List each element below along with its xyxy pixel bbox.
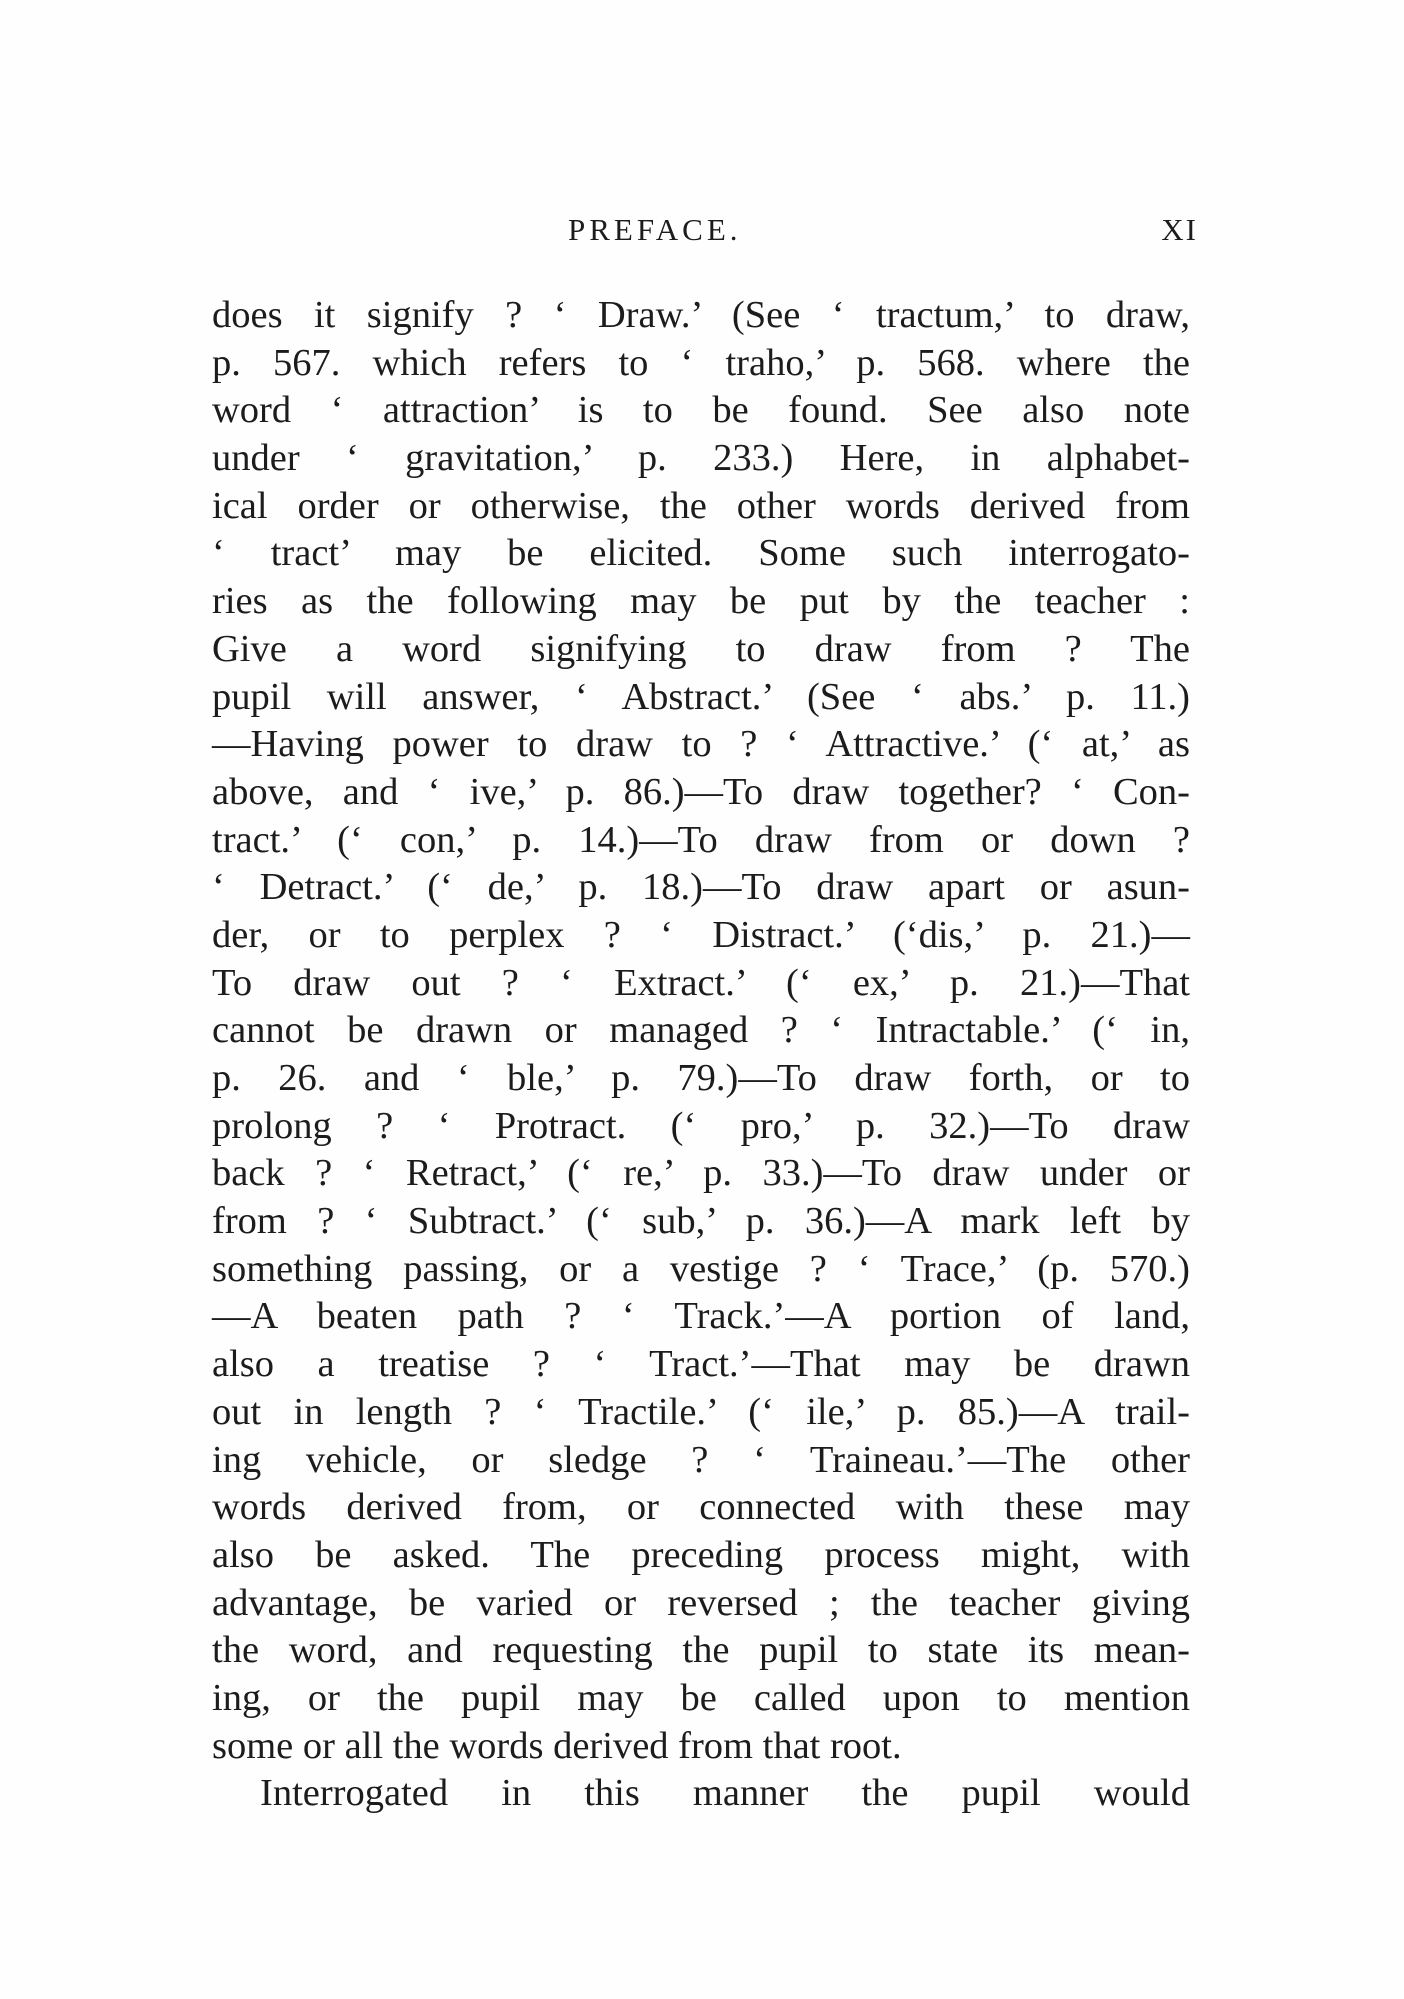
text-line: words derived from, or connected with these may: [212, 1486, 1190, 1529]
text-line: under ‘ gravitation,’ p. 233.) Here, in alphabet-: [212, 437, 1190, 480]
text-line: does it signify ? ‘ Draw.’ (See ‘ tractum,’ to draw,: [212, 294, 1190, 336]
text-line: pupil will answer, ‘ Abstract.’ (See ‘ abs.’ p. 11.): [212, 675, 1190, 718]
running-head: [208, 210, 1208, 250]
running-head-title: PREFACE.: [568, 212, 742, 247]
text-line: prolong ? ‘ Protract. (‘ pro,’ p. 32.)—To draw: [212, 1104, 1190, 1147]
text-line: back ? ‘ Retract,’ (‘ re,’ p. 33.)—To draw under or: [212, 1152, 1190, 1195]
text-line: also a treatise ? ‘ Tract.’—That may be drawn: [212, 1343, 1190, 1386]
text-line: ‘ Detract.’ (‘ de,’ p. 18.)—To draw apart or asun-: [212, 866, 1190, 909]
text-line: word ‘ attraction’ is to be found. See also note: [212, 389, 1190, 432]
text-line: Give a word signifying to draw from ? The: [212, 627, 1190, 670]
text-line: ical order or otherwise, the other words derived from: [212, 484, 1190, 527]
text-line: ing, or the pupil may be called upon to mention: [212, 1676, 1190, 1719]
text-line: ries as the following may be put by the teacher :: [212, 580, 1190, 623]
text-line: —Having power to draw to ? ‘ Attractive.’ (‘ at,’ as: [212, 723, 1190, 766]
text-line: ‘ tract’ may be elicited. Some such interrogato-: [212, 532, 1190, 575]
text-line: out in length ? ‘ Tractile.’ (‘ ile,’ p. 85.)—A trail-: [212, 1390, 1190, 1433]
text-line: To draw out ? ‘ Extract.’ (‘ ex,’ p. 21.)—That: [212, 961, 1190, 1004]
body-text: [212, 292, 1190, 1818]
text-line: p. 26. and ‘ ble,’ p. 79.)—To draw forth, or to: [212, 1057, 1190, 1099]
text-line: something passing, or a vestige ? ‘ Trace,’ (p. 570.): [212, 1247, 1190, 1290]
text-line: tract.’ (‘ con,’ p. 14.)—To draw from or down ?: [212, 818, 1190, 861]
text-line: from ? ‘ Subtract.’ (‘ sub,’ p. 36.)—A mark left by: [212, 1200, 1190, 1243]
text-line: above, and ‘ ive,’ p. 86.)—To draw together? ‘ Con-: [212, 770, 1190, 813]
text-line: some or all the words derived from that root.: [212, 1724, 902, 1767]
text-line: also be asked. The preceding process might, with: [212, 1533, 1190, 1576]
text-line: cannot be drawn or managed ? ‘ Intractable.’ (‘ in,: [212, 1009, 1190, 1052]
text-line: —A beaten path ? ‘ Track.’—A portion of land,: [212, 1295, 1190, 1338]
text-line: der, or to perplex ? ‘ Distract.’ (‘dis,’ p. 21.)—: [212, 913, 1190, 956]
text-line: advantage, be varied or reversed ; the teacher giving: [212, 1581, 1190, 1624]
page-number: XI: [1161, 212, 1198, 247]
text-line: the word, and requesting the pupil to state its mean-: [212, 1629, 1190, 1672]
text-line: ing vehicle, or sledge ? ‘ Traineau.’—The other: [212, 1438, 1190, 1481]
text-line: Interrogated in this manner the pupil would: [260, 1772, 1190, 1815]
text-line: p. 567. which refers to ‘ traho,’ p. 568. where the: [212, 341, 1190, 384]
